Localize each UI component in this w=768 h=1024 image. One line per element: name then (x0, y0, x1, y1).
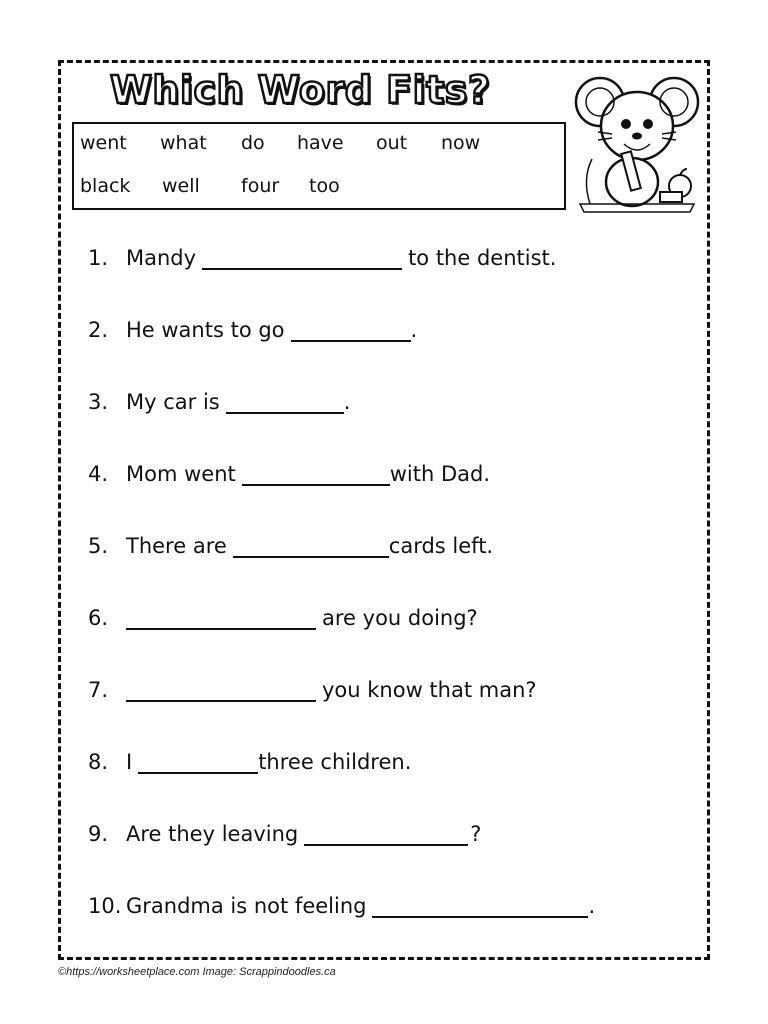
question-3: 3. My car is . (88, 390, 351, 414)
word-bank-item: four (241, 175, 280, 197)
answer-blank[interactable] (226, 392, 344, 414)
worksheet-title: Which Word Fits? (110, 68, 491, 112)
answer-blank[interactable] (126, 680, 316, 702)
copyright-footer: ©https://worksheetplace.com Image: Scrappindoodles.ca (58, 966, 336, 978)
word-bank-item: do (241, 132, 265, 154)
word-bank (72, 122, 566, 210)
word-bank-item: too (309, 175, 340, 197)
answer-blank[interactable] (372, 896, 588, 918)
question-6: 6. are you doing? (88, 606, 478, 630)
answer-blank[interactable] (304, 824, 468, 846)
word-bank-item: have (297, 132, 344, 154)
answer-blank[interactable] (202, 248, 402, 270)
word-bank-item: well (162, 175, 200, 197)
question-5: 5. There are cards left. (88, 534, 494, 558)
mouse-with-pencil-icon (572, 64, 702, 214)
word-bank-item: what (160, 132, 207, 154)
word-bank-item: now (441, 132, 481, 154)
question-10: 10. Grandma is not feeling . (88, 894, 596, 918)
answer-blank[interactable] (138, 752, 258, 774)
question-4: 4. Mom went with Dad. (88, 462, 491, 486)
answer-blank[interactable] (291, 320, 411, 342)
question-2: 2. He wants to go . (88, 318, 418, 342)
question-8: 8. I three children. (88, 750, 412, 774)
answer-blank[interactable] (126, 608, 316, 630)
answer-blank[interactable] (233, 536, 389, 558)
question-9: 9. Are they leaving ? (88, 822, 482, 846)
word-bank-item: black (80, 175, 131, 197)
word-bank-item: out (376, 132, 408, 154)
word-bank-item: went (80, 132, 127, 154)
question-1: 1. Mandy to the dentist. (88, 246, 557, 270)
answer-blank[interactable] (242, 464, 390, 486)
question-7: 7. you know that man? (88, 678, 537, 702)
